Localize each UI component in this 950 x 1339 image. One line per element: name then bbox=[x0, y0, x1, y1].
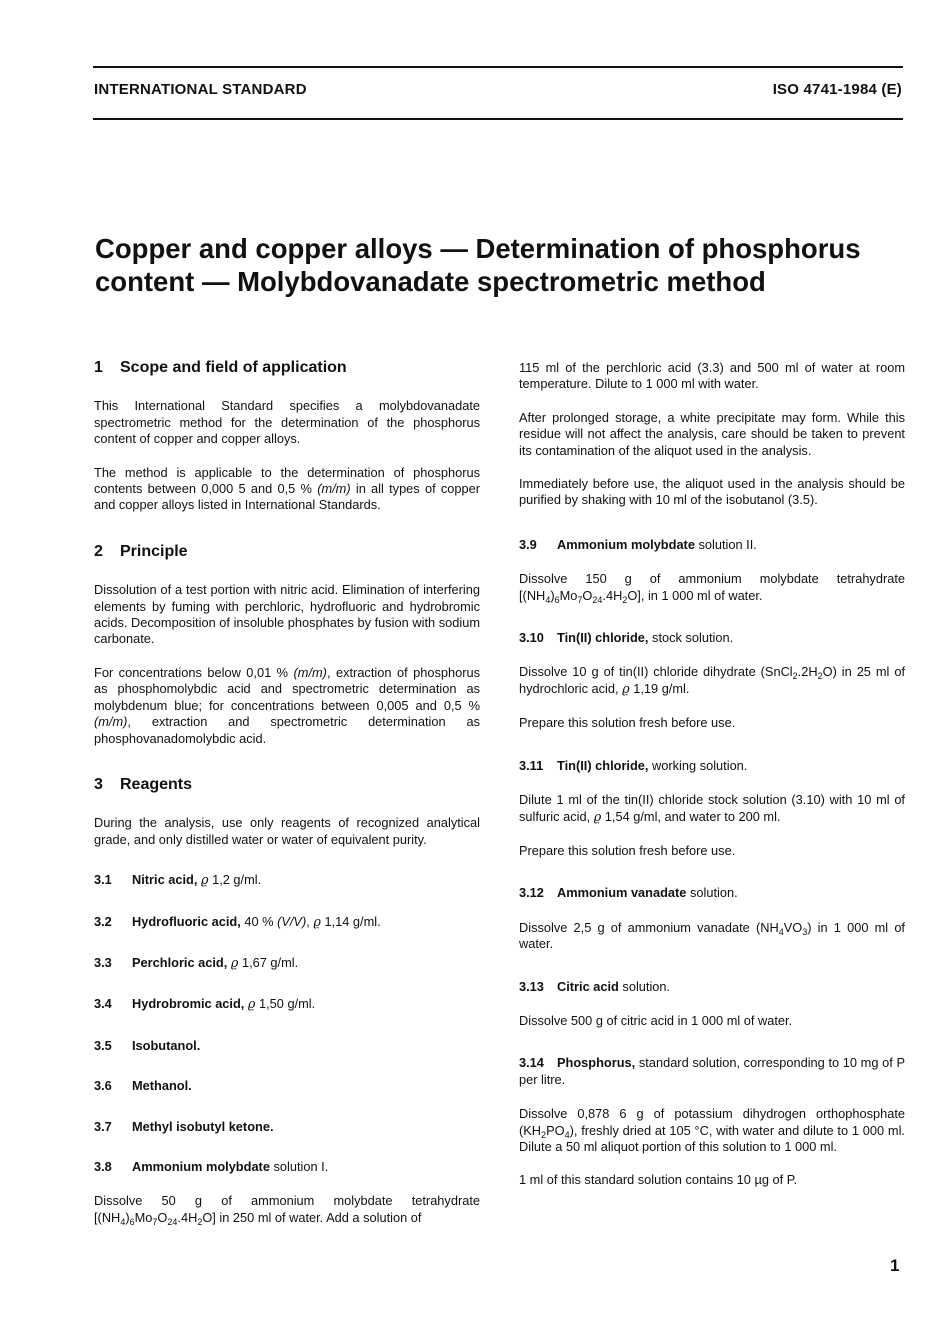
reagent-3-6: 3.6 Methanol. bbox=[94, 1078, 192, 1094]
reagent-3-10-heading: 3.10 Tin(II) chloride, stock solution. bbox=[519, 630, 734, 646]
reagent-3-1: 3.1 Nitric acid, ϱ 1,2 g/ml. bbox=[94, 872, 262, 889]
section-2-paragraph-2: For concentrations below 0,01 % (m/m), extraction of phosphorus as phosphomolybdic acid and spectrometric determination as molybdenum blue; for concentrations between 0,005 and 0,5 % (m/m), extraction and spectrometric determination as phosphovanadomolybdic acid. bbox=[94, 664, 480, 746]
reagent-3-14-paragraph-1: Dissolve 0,878 6 g of potassium dihydrogen orthophosphate $(KH_2PO_4)$, freshly dried at 105 °C, with water and dilute to 1 000 ml. Dilute a 50 ml aliquot portion of this solution to 1 000 ml. bbox=[519, 1106, 905, 1154]
reagent-3-10-paragraph-1: Dissolve 10 g of tin(II) chloride dihydrate $(SnCl_2.2H_2O)$ in 25 ml of hydrochloric acid, ϱ 1,19 g/ml. bbox=[519, 664, 906, 697]
reagent-3-13-heading: 3.13 Citric acid solution. bbox=[519, 978, 671, 994]
header-top-rule bbox=[93, 66, 903, 68]
reagent-3-8-paragraph-4: Immediately before use, the aliquot used in the analysis should be purified by shaking with 10 ml of the isobutanol (3.5). bbox=[519, 476, 905, 508]
reagent-3-9-paragraph-1: Dissolve 150 g of ammonium molybdate tetrahydrate $[(NH_4)_6Mo_7O_{24}.4H_2O]$, in 1 000 ml of water. bbox=[519, 571, 905, 605]
reagent-3-11-paragraph-2: Prepare this solution fresh before use. bbox=[519, 842, 736, 858]
reagent-3-14-paragraph-2: 1 ml of this standard solution contains 10 µg of P. bbox=[519, 1172, 798, 1188]
title-line-1: Copper and copper alloys — Determination of phosphorus bbox=[95, 233, 861, 264]
reagent-3-5: 3.5 Isobutanol. bbox=[94, 1037, 201, 1053]
section-1-paragraph-1: This International Standard specifies a molybdovanadate spectrometric method for the determination of the phosphorus content of copper and copper alloys. bbox=[94, 398, 480, 447]
section-2-paragraph-1: Dissolution of a test portion with nitric acid. Elimination of interfering elements by fuming with perchloric, hydrofluoric and hydrobromic acids. Decomposition of insoluble phosphates by fusion with sodium carbonate. bbox=[94, 582, 480, 647]
reagent-3-14-heading: 3.14 Phosphorus, standard solution, corresponding to 10 mg of P per litre. bbox=[519, 1055, 905, 1087]
reagent-3-13-paragraph-1: Dissolve 500 g of citric acid in 1 000 ml of water. bbox=[519, 1012, 793, 1028]
section-2-heading: 2 Principle bbox=[94, 542, 188, 560]
reagent-3-11-heading: 3.11 Tin(II) chloride, working solution. bbox=[519, 757, 748, 773]
reagent-3-12-heading: 3.12 Ammonium vanadate solution. bbox=[519, 885, 738, 901]
reagent-3-4: 3.4 Hydrobromic acid, ϱ 1,50 g/ml. bbox=[94, 996, 316, 1013]
title-line-2: content — Molybdovanadate spectrometric method bbox=[95, 266, 766, 297]
section-1-heading: 1 Scope and field of application bbox=[94, 359, 347, 376]
section-3-heading: 3 Reagents bbox=[94, 775, 193, 793]
left-column bbox=[94, 360, 480, 1226]
section-1-paragraph-2: The method is applicable to the determination of phosphorus contents between 0,000 5 and 0,5 % (m/m) in all types of copper and copper alloys listed in International Standards. bbox=[94, 464, 480, 513]
reagent-3-3: 3.3 Perchloric acid, ϱ 1,67 g/ml. bbox=[94, 954, 299, 971]
reagent-3-8-paragraph-1: Dissolve 50 g of ammonium molybdate tetrahydrate $[(NH_4)_6Mo_7O_{24}.4H_2O]$ in 250 ml of water. Add a solution of bbox=[94, 1193, 480, 1227]
reagent-3-2: 3.2 Hydrofluoric acid, 40 % (V/V), ϱ 1,14 g/ml. bbox=[94, 913, 381, 930]
header-standard-label: INTERNATIONAL STANDARD bbox=[94, 81, 307, 98]
reagent-3-10-paragraph-2: Prepare this solution fresh before use. bbox=[519, 715, 736, 731]
reagent-3-8-heading: 3.8 Ammonium molybdate solution I. bbox=[94, 1158, 329, 1174]
reagent-3-7: 3.7 Methyl isobutyl ketone. bbox=[94, 1118, 274, 1134]
page-title bbox=[95, 232, 915, 298]
reagent-3-8-paragraph-3: After prolonged storage, a white precipitate may form. While this residue will not affect the analysis, care should be taken to prevent its contamination of the aliquot used in the analysis. bbox=[519, 409, 905, 458]
page-number: 1 bbox=[890, 1256, 900, 1275]
reagent-3-9-heading: 3.9 Ammonium molybdate solution II. bbox=[519, 536, 757, 552]
header-document-number: ISO 4741-1984 (E) bbox=[772, 81, 902, 98]
reagent-3-12-paragraph-1: Dissolve 2,5 g of ammonium vanadate $(NH_4VO_3)$ in 1 000 ml of water. bbox=[519, 919, 905, 952]
section-3-paragraph-1: During the analysis, use only reagents of recognized analytical grade, and only distilled water or water of equivalent purity. bbox=[94, 815, 480, 847]
reagent-3-11-paragraph-1: Dilute 1 ml of the tin(II) chloride stock solution (3.10) with 10 ml of sulfuric acid, ϱ 1,54 g/ml, and water to 200 ml. bbox=[519, 792, 905, 825]
header-bottom-rule bbox=[93, 118, 903, 120]
reagent-3-8-paragraph-2: 115 ml of the perchloric acid (3.3) and 500 ml of water at room temperature. Dilute to 1 000 ml with water. bbox=[519, 360, 905, 392]
right-column bbox=[519, 360, 905, 1189]
